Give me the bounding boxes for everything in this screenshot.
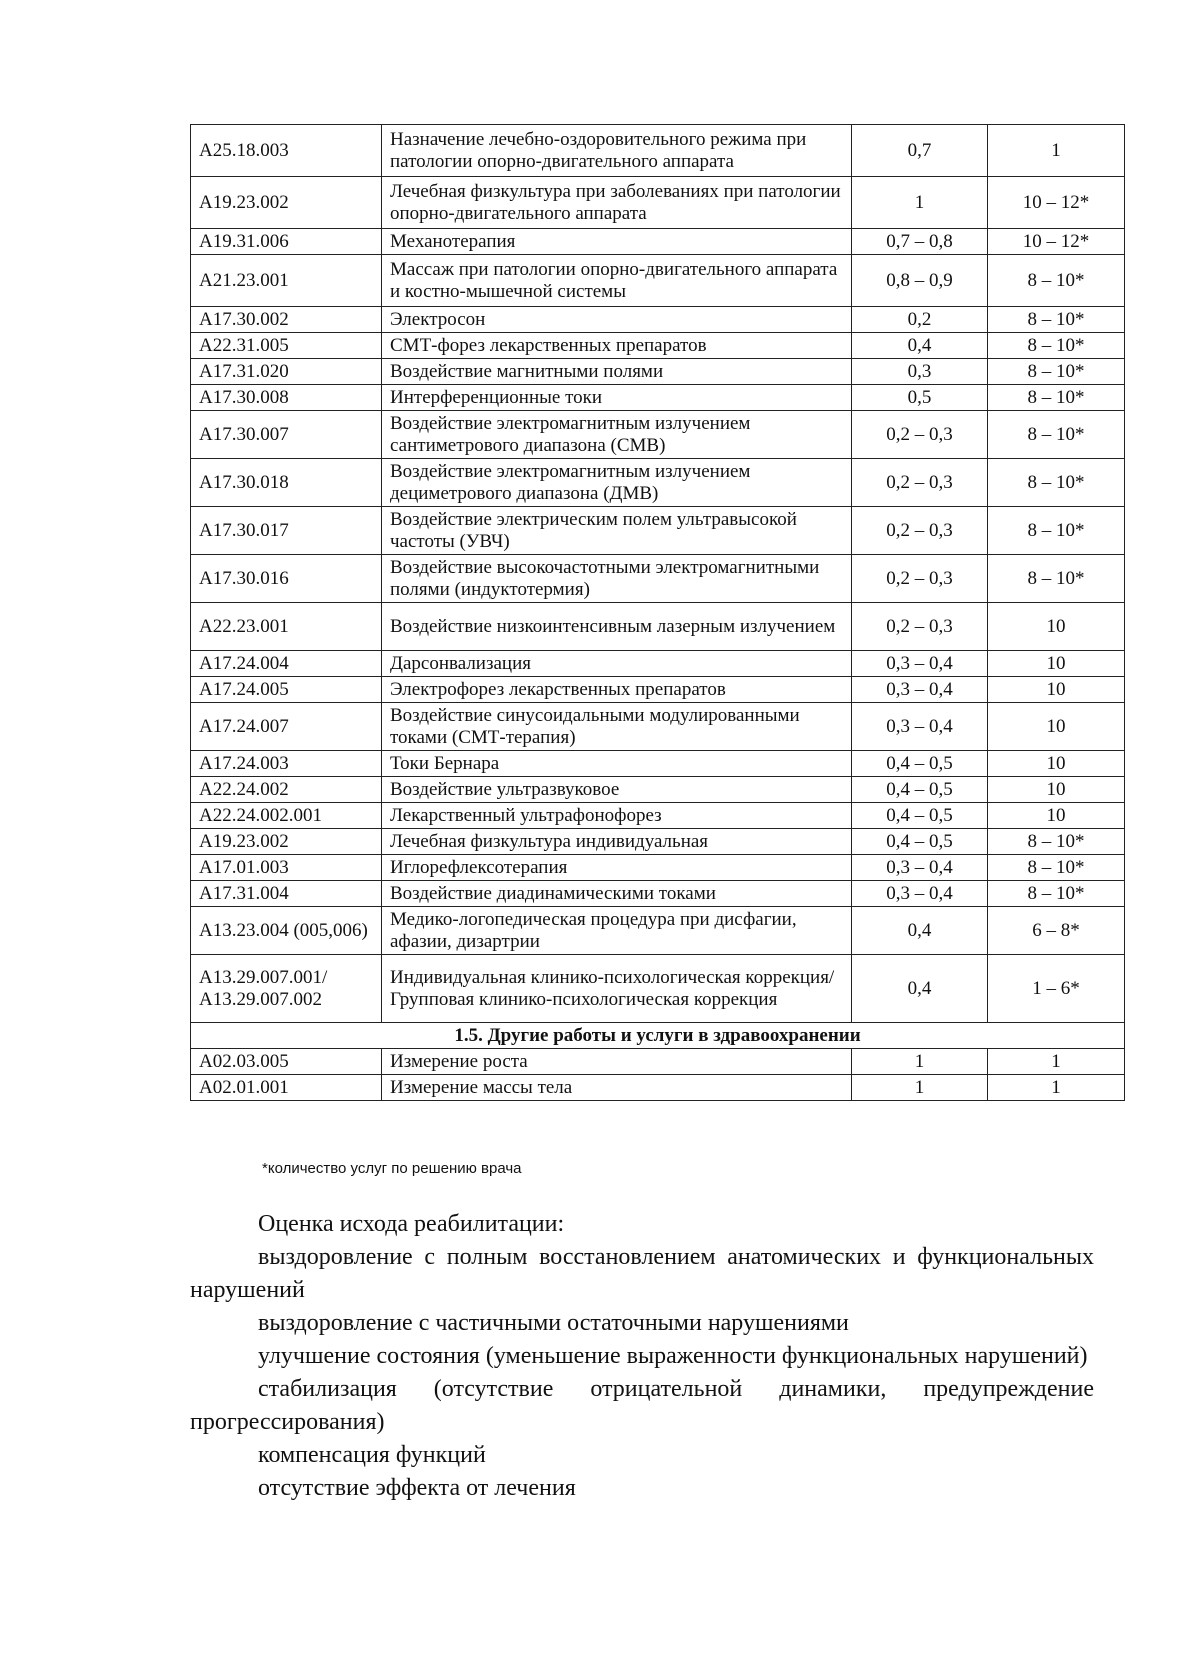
- usage-ratio-cell: 0,3 – 0,4: [852, 855, 988, 881]
- outcome-item: стабилизация (отсутствие отрицательной динамики, предупреждение прогрессирования): [190, 1376, 1094, 1435]
- usage-ratio-cell: 0,4: [852, 955, 988, 1023]
- rehabilitation-outcome: [190, 1208, 1094, 1505]
- table-row: [191, 229, 1125, 255]
- usage-ratio-cell: 0,2 – 0,3: [852, 411, 988, 459]
- service-name-cell: Измерение роста: [382, 1049, 852, 1075]
- usage-ratio-cell: 0,2 – 0,3: [852, 507, 988, 555]
- service-name-cell: Назначение лечебно-оздоровительного режима при патологии опорно-двигательного аппарата: [382, 125, 852, 177]
- service-count-cell: 8 – 10*: [988, 385, 1125, 411]
- table-row: [191, 651, 1125, 677]
- service-code-cell: А17.01.003: [191, 855, 382, 881]
- usage-ratio-cell: 0,4 – 0,5: [852, 777, 988, 803]
- service-code-cell: А13.23.004 (005,006): [191, 907, 382, 955]
- table-row: [191, 907, 1125, 955]
- service-name-cell: Иглорефлексотерапия: [382, 855, 852, 881]
- service-count-cell: 10 – 12*: [988, 177, 1125, 229]
- service-count-cell: 8 – 10*: [988, 359, 1125, 385]
- outcome-item: выздоровление с частичными остаточными нарушениями: [258, 1310, 849, 1336]
- usage-ratio-cell: 0,3 – 0,4: [852, 677, 988, 703]
- table-row: [191, 803, 1125, 829]
- table-row: [191, 603, 1125, 651]
- usage-ratio-cell: 0,4 – 0,5: [852, 751, 988, 777]
- service-code-cell: А17.24.005: [191, 677, 382, 703]
- usage-ratio-cell: 0,7 – 0,8: [852, 229, 988, 255]
- service-name-cell: Токи Бернара: [382, 751, 852, 777]
- outcome-list: [190, 1241, 1094, 1505]
- service-code-cell: А19.23.002: [191, 177, 382, 229]
- service-count-cell: 10: [988, 677, 1125, 703]
- usage-ratio-cell: 0,2 – 0,3: [852, 459, 988, 507]
- table-row: [191, 855, 1125, 881]
- service-count-cell: 8 – 10*: [988, 333, 1125, 359]
- outcome-item: отсутствие эффекта от лечения: [258, 1475, 576, 1501]
- service-count-cell: 8 – 10*: [988, 881, 1125, 907]
- service-count-cell: 10: [988, 651, 1125, 677]
- outcome-heading: Оценка исхода реабилитации:: [258, 1211, 565, 1237]
- service-name-cell: Интерференционные токи: [382, 385, 852, 411]
- service-name-cell: Воздействие высокочастотными электромагнитными полями (индуктотермия): [382, 555, 852, 603]
- service-count-cell: 8 – 10*: [988, 459, 1125, 507]
- usage-ratio-cell: 1: [852, 1049, 988, 1075]
- usage-ratio-cell: 0,5: [852, 385, 988, 411]
- service-code-cell: А19.31.006: [191, 229, 382, 255]
- service-name-cell: Воздействие электромагнитным излучением дециметрового диапазона (ДМВ): [382, 459, 852, 507]
- service-name-cell: Дарсонвализация: [382, 651, 852, 677]
- service-name-cell: Воздействие диадинамическими токами: [382, 881, 852, 907]
- service-count-cell: 10: [988, 803, 1125, 829]
- usage-ratio-cell: 0,8 – 0,9: [852, 255, 988, 307]
- service-name-cell: Механотерапия: [382, 229, 852, 255]
- usage-ratio-cell: 0,2: [852, 307, 988, 333]
- service-code-cell: А22.24.002: [191, 777, 382, 803]
- service-count-cell: 1: [988, 1075, 1125, 1101]
- service-name-cell: Лечебная физкультура индивидуальная: [382, 829, 852, 855]
- service-code-cell: А22.23.001: [191, 603, 382, 651]
- service-name-cell: Воздействие электромагнитным излучением сантиметрового диапазона (СМВ): [382, 411, 852, 459]
- service-name-cell: Воздействие электрическим полем ультравысокой частоты (УВЧ): [382, 507, 852, 555]
- outcome-item: улучшение состояния (уменьшение выраженности функциональных нарушений): [258, 1343, 1088, 1369]
- service-name-cell: Измерение массы тела: [382, 1075, 852, 1101]
- services-table-body: [191, 125, 1125, 1101]
- service-count-cell: 10: [988, 603, 1125, 651]
- table-row: [191, 1049, 1125, 1075]
- outcome-item: выздоровление с полным восстановлением анатомических и функциональных нарушений: [190, 1244, 1094, 1303]
- service-count-cell: 10 – 12*: [988, 229, 1125, 255]
- service-name-cell: Электросон: [382, 307, 852, 333]
- service-name-cell: Индивидуальная клинико-психологическая коррекция/Групповая клинико-психологическая коррекция: [382, 955, 852, 1023]
- usage-ratio-cell: 0,3 – 0,4: [852, 881, 988, 907]
- service-name-cell: Медико-логопедическая процедура при дисфагии, афазии, дизартрии: [382, 907, 852, 955]
- usage-ratio-cell: 0,4: [852, 907, 988, 955]
- usage-ratio-cell: 0,4: [852, 333, 988, 359]
- usage-ratio-cell: 1: [852, 177, 988, 229]
- service-code-cell: А17.30.002: [191, 307, 382, 333]
- service-name-cell: Лекарственный ультрафонофорез: [382, 803, 852, 829]
- usage-ratio-cell: 0,2 – 0,3: [852, 555, 988, 603]
- table-row: [191, 829, 1125, 855]
- table-row: [191, 507, 1125, 555]
- usage-ratio-cell: 0,7: [852, 125, 988, 177]
- table-row: [191, 1075, 1125, 1101]
- table-row: [191, 677, 1125, 703]
- table-row: [191, 459, 1125, 507]
- section-header-row: [191, 1023, 1125, 1049]
- service-code-cell: А19.23.002: [191, 829, 382, 855]
- table-row: [191, 751, 1125, 777]
- service-name-cell: Воздействие ультразвуковое: [382, 777, 852, 803]
- service-count-cell: 1: [988, 1049, 1125, 1075]
- service-count-cell: 1 – 6*: [988, 955, 1125, 1023]
- service-count-cell: 10: [988, 703, 1125, 751]
- service-code-cell: А22.31.005: [191, 333, 382, 359]
- usage-ratio-cell: 0,3 – 0,4: [852, 703, 988, 751]
- service-code-cell: А17.24.007: [191, 703, 382, 751]
- service-name-cell: Электрофорез лекарственных препаратов: [382, 677, 852, 703]
- service-code-cell: А02.01.001: [191, 1075, 382, 1101]
- service-code-cell: А17.31.004: [191, 881, 382, 907]
- table-row: [191, 777, 1125, 803]
- service-count-cell: 10: [988, 751, 1125, 777]
- table-row: [191, 955, 1125, 1023]
- service-name-cell: Воздействие синусоидальными модулированными токами (СМТ-терапия): [382, 703, 852, 751]
- service-count-cell: 8 – 10*: [988, 307, 1125, 333]
- service-code-cell: А17.31.020: [191, 359, 382, 385]
- section-title: 1.5. Другие работы и услуги в здравоохранении: [191, 1023, 1125, 1049]
- service-count-cell: 6 – 8*: [988, 907, 1125, 955]
- service-code-cell: А25.18.003: [191, 125, 382, 177]
- service-name-cell: Воздействие низкоинтенсивным лазерным излучением: [382, 603, 852, 651]
- usage-ratio-cell: 0,3: [852, 359, 988, 385]
- usage-ratio-cell: 1: [852, 1075, 988, 1101]
- service-code-cell: А02.03.005: [191, 1049, 382, 1075]
- table-row: [191, 333, 1125, 359]
- table-row: [191, 411, 1125, 459]
- service-count-cell: 8 – 10*: [988, 255, 1125, 307]
- service-code-cell: А13.29.007.001/А13.29.007.002: [191, 955, 382, 1023]
- usage-ratio-cell: 0,3 – 0,4: [852, 651, 988, 677]
- service-name-cell: СМТ-форез лекарственных препаратов: [382, 333, 852, 359]
- usage-ratio-cell: 0,4 – 0,5: [852, 829, 988, 855]
- table-row: [191, 703, 1125, 751]
- service-code-cell: А17.30.018: [191, 459, 382, 507]
- service-code-cell: А21.23.001: [191, 255, 382, 307]
- table-row: [191, 385, 1125, 411]
- table-row: [191, 555, 1125, 603]
- service-code-cell: А17.30.007: [191, 411, 382, 459]
- services-table: [190, 124, 1125, 1101]
- service-count-cell: 10: [988, 777, 1125, 803]
- service-code-cell: А17.30.016: [191, 555, 382, 603]
- service-code-cell: А17.24.003: [191, 751, 382, 777]
- usage-ratio-cell: 0,2 – 0,3: [852, 603, 988, 651]
- table-row: [191, 255, 1125, 307]
- table-row: [191, 359, 1125, 385]
- table-row: [191, 881, 1125, 907]
- usage-ratio-cell: 0,4 – 0,5: [852, 803, 988, 829]
- service-count-cell: 8 – 10*: [988, 411, 1125, 459]
- service-count-cell: 1: [988, 125, 1125, 177]
- service-name-cell: Воздействие магнитными полями: [382, 359, 852, 385]
- service-code-cell: А22.24.002.001: [191, 803, 382, 829]
- service-code-cell: А17.30.008: [191, 385, 382, 411]
- service-count-cell: 8 – 10*: [988, 829, 1125, 855]
- service-name-cell: Массаж при патологии опорно-двигательного аппарата и костно-мышечной системы: [382, 255, 852, 307]
- service-count-cell: 8 – 10*: [988, 855, 1125, 881]
- table-row: [191, 125, 1125, 177]
- service-count-cell: 8 – 10*: [988, 507, 1125, 555]
- outcome-item: компенсация функций: [258, 1442, 486, 1468]
- service-count-cell: 8 – 10*: [988, 555, 1125, 603]
- table-row: [191, 177, 1125, 229]
- table-row: [191, 307, 1125, 333]
- table-footnote: *количество услуг по решению врача: [262, 1160, 522, 1177]
- service-code-cell: А17.30.017: [191, 507, 382, 555]
- service-code-cell: А17.24.004: [191, 651, 382, 677]
- service-name-cell: Лечебная физкультура при заболеваниях при патологии опорно-двигательного аппарата: [382, 177, 852, 229]
